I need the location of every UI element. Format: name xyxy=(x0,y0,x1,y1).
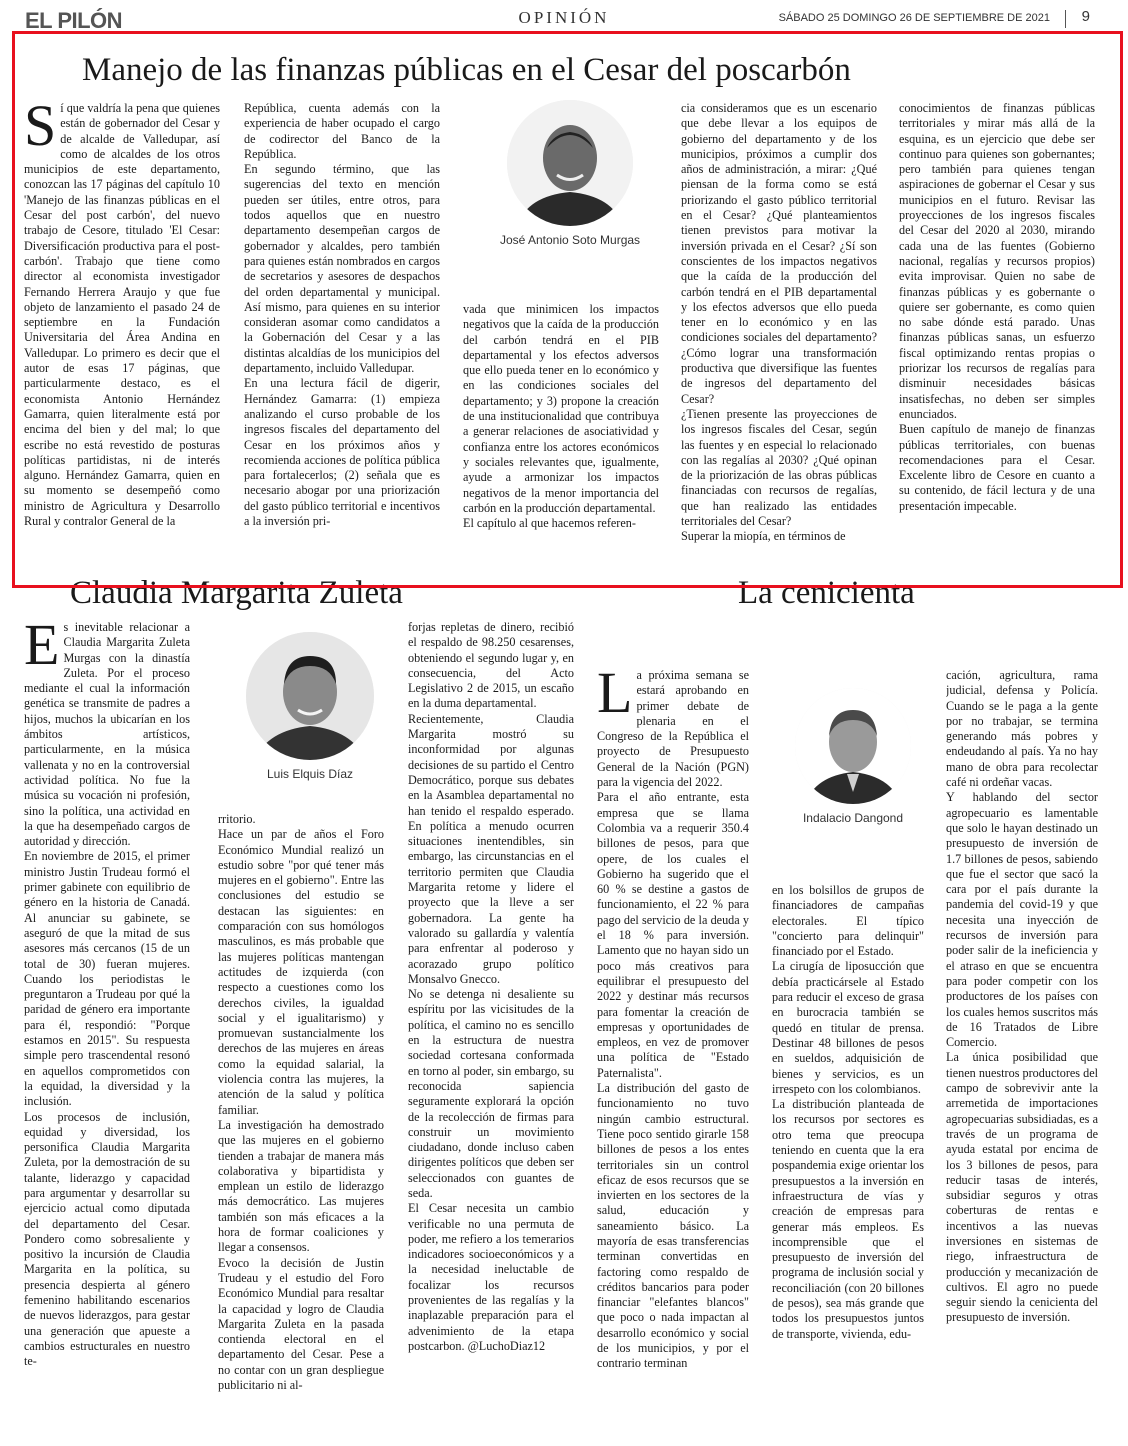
article2-paragraph: Hace un par de años el Foro Económico Mundial realizó un estudio sobre "por qué tener más mujeres en el gobierno". Entre las conclusiones del estudio se destacan las siguientes: en comparación con sus homólogos masculinos, es más probable que las mujeres políticas mantengan actitudes de izquierda (con respecto a cuestiones como los derechos civiles, la igualdad social y el igualitarismo) y promuevan sustancialmente los derechos de las mujeres en áreas como la equidad salarial, la violencia contra las mujeres, la atención de la salud y política familiar. xyxy=(218,827,384,1117)
page-number: 9 xyxy=(1081,8,1090,25)
article1-paragraph: vada que minimicen los impactos negativos que la caída de la producción del carbón tendrá en el PIB departamental y los efectos adversos que ello pueda tener en lo económico y en las condiciones sociales del departamento; y 3) propone la creación de una institucionalidad que contribuya a generar relaciones de asociatividad y confianza entre los actores económicos y sociales relevantes que, igualmente, ayude a armonizar los impactos negativos de la menor importancia del carbón en la producción departamental. xyxy=(463,302,659,515)
article2-paragraph: No se detenga ni desaliente su espíritu por las vicisitudes de la política, el camino no es sencillo en la estructura de nuestra sociedad cortesana conformada en torno al poder, sin embargo, su reconocida sapiencia seguramente explorará la opción de la recolección de firmas para construir un movimiento ciudadano, donde incluso caben dirigentes políticos que deben ser seleccionados con guantes de seda. xyxy=(408,987,574,1200)
issue-date: SÁBADO 25 DOMINGO 26 DE SEPTIEMBRE DE 2021 xyxy=(778,12,1050,24)
article1-column-2 xyxy=(244,101,440,561)
article3-paragraph: Y hablando del sector agropecuario es lamentable que solo le hayan destinado un presupuesto de inversión de 1.7 billones de pesos, sabiendo que fue el sector que sacó la cara por el país durante la pandemia del covid-19 y que necesita una inyección de recursos de inversión para poder salir de la ineficiencia y el atraso en que se encuentra para poder competir con los productores de los países con los cuales hemos suscritos más de 16 Tratados de Libre Comercio. xyxy=(946,790,1098,1050)
article2-paragraph: Los procesos de inclusión, equidad y diversidad, los personifica Claudia Margarita Zuleta, por la demostración de su talante, liderazgo y capacidad para argumentar y desarrollar su ejercicio actual como diputada del departamento del Cesar. Pondero como sobresaliente y positivo la incursión de Claudia Margarita en la política, su presencia despierta al género femenino habilitando escenarios de nuevos liderazgos, para gestar una generación que apueste a cambios estructurales en nuestro te- xyxy=(24,1109,190,1369)
article3-column-1 xyxy=(597,668,749,1420)
article2-column-3 xyxy=(408,620,574,1420)
section-title: OPINIÓN xyxy=(518,8,610,27)
article3-paragraph: La distribución del gasto de funcionamiento no tuvo ningún cambio estructural. Tiene poco sentido girarle 158 billones de pesos a los entes territoriales sin un control eficaz de esos recursos que se invierten en los sectores de la salud, educación y saneamiento básico. La mayoría de esas transferencias terminan convertidas en factoring como respaldo de créditos bancarios para poder financiar "elefantes blancos" que poco o nada impactan al desarrollo económico y social de los municipios, y por el contrario terminan xyxy=(597,1081,749,1371)
article1-paragraph: Superar la miopía, en términos de xyxy=(681,529,846,544)
article1-paragraph: cia consideramos que es un escenario que debe llevar a los equipos de gobierno del departamento y de los municipios, próximos a cumplir dos años de administración, a mirar: ¿Qué piensan de la forma como se está priorizando el gasto público territorial en el Cesar? ¿Qué planteamientos tienen previstos para motivar la inversión privada en el Cesar? ¿Sí son conscientes de los impactos negativos que la caída de la producción del carbón tendrá en el PIB departamental y los efectos adversos que ello pueda tener en lo económico y en las condiciones sociales del departamento? ¿Cómo lograr una transformación productiva que diversifique las fuentes de ingresos del departamento del Cesar? xyxy=(681,101,877,406)
article1-paragraph: El capítulo al que hacemos referen- xyxy=(463,516,636,531)
article3-dropcap: L xyxy=(597,668,633,725)
article3-paragraph: en los bolsillos de grupos de financiadores de campañas electorales. El típico "concierto para delinquir" financiado por el Estado. xyxy=(772,883,924,959)
article1-paragraph: República, cuenta además con la experiencia de haber ocupado el cargo de codirector del Banco de la República. xyxy=(244,101,440,161)
article1-paragraph: í que valdría la pena que quienes están de gobernador del Cesar y de alcalde de Valledupar, así como de alcaldes de los otros municipios de este departamento, conozcan las 17 páginas del capítulo 10 'Manejo de las finanzas públicas en el Cesar del post carbón', del nuevo trabajo de Cesore, titulado 'El Cesar: Diversificación productiva para el post-carbón'. Trabajo que tiene como director al economista investigador Fernando Herrera Araujo y que fue objeto de lanzamiento el pasado 24 de septiembre en la Fundación Universitaria del Área Andina en Valledupar. Lo primero es decir que el autor de esas 17 páginas, que particularmente destaco, es el economista Antonio Hernández Gamarra, quien literalmente está por encima del bien y del mal; lo que escribe no está revestido de posturas políticas partidistas, ni de interés alguno. Hernández Gamarra, quien en su momento se desempeñó como ministro de Agricultura y Desarrollo Rural y contralor General de la xyxy=(24,101,220,529)
article3-author-block xyxy=(778,688,928,827)
article3-paragraph: La cirugía de liposucción que debía practicársele al Estado para reducir el exceso de grasa en burocracia también se quedó en titular de prensa. Destinar 48 billones de pesos en sueldos, adquisición de bienes y servicios, es un irrespeto con los colombianos. xyxy=(772,959,924,1096)
article1-column-4 xyxy=(681,101,877,561)
article3-paragraph: La única posibilidad que tienen nuestros productores del campo de sobrevivir ante la arremetida de importaciones agropecuarias subsidiadas, es a través de un programa de ayuda estatal por encima de los 3 billones de pesos, para reducir tasas de interés, subsidiar seguros y otras coberturas de rentas e incentivos a las nuevas inversiones en sistemas de riego, infraestructura de producción y mecanización de cultivos. El agro no puede seguir siendo la cenicienta del presupuesto de inversión. xyxy=(946,1050,1098,1325)
article2-paragraph: Recientemente, Claudia Margarita mostró su inconformidad por algunas decisiones de su partido el Centro Democrático, porque sus debates en la Asamblea departamental no han tenido el respaldo esperado. En política a menudo ocurren situaciones inentendibles, sin embargo, las circunstancias en el territorio permiten que Claudia Margarita retome y lidere el proyecto que la lleve a ser gobernadora. La gente ha valorado su gallardía y valentía para enfrentar al poderoso y acorazado grupo político Monsalvo Gnecco. xyxy=(408,711,574,986)
article3-paragraph: Para el año entrante, esta empresa que se llama Colombia va a requerir 350.4 billones de pesos, para que opere, de los cuales el Gobierno ha sugerido que el 60 % se destine a gastos de funcionamiento, el 22 % para pago del servicio de la deuda y el 18 % para inversión. Lamento que no hayan sido un poco más creativos para equilibrar el presupuesto del 2022 y destinar más recursos para fomentar la creación de empresas y oportunidades de empleos, en vez de promover una política de "Estado Paternalista". xyxy=(597,790,749,1080)
article1-paragraph: ¿Tienen presente las proyecciones de los ingresos fiscales del Cesar, según las fuentes y en especial lo relacionado con las regalías al 2030? ¿Qué opinan de la priorización de las obras públicas financiadas con recursos de regalías, que han realizado las entidades territoriales del Cesar? xyxy=(681,406,877,529)
article3-column-2 xyxy=(772,883,924,1420)
header-divider xyxy=(1065,10,1066,28)
article2-paragraph: Evoco la decisión de Justin Trudeau y el estudio del Foro Económico Mundial para resaltar la capacidad y logro de Claudia Margarita Zuleta en la pasada contienda electoral en el departamento del Cesar. Pese a no contar con un gran despliegue publicitario ni al- xyxy=(218,1255,384,1392)
article1-dropcap: S xyxy=(24,101,57,158)
article1-author-block xyxy=(480,100,660,249)
article2-paragraph: En noviembre de 2015, el primer ministro Justin Trudeau formó el primer gabinete con equilibrio de género en la historia de Canadá. Al anunciar su gabinete, se aseguró de que la mitad de sus asesores más cercanos (15 de un total de 30) fueran mujeres. Cuando los periodistas le preguntaron a Trudeau por qué la paridad de género era importante para él, respondió: "Porque estamos en 2015". Su respuesta simple pero trascendental resonó en aquellos comprometidos con la equidad, la diversidad y la inclusión. xyxy=(24,849,190,1109)
article2-headline: Claudia Margarita Zuleta xyxy=(70,575,403,611)
article1-paragraph: En segundo término, que las sugerencias del texto en mención pueden ser útiles, entre otros, para todos aquellos que en nuestro departamento desempeñan cargos de gobernador y alcaldes, pero también para quienes están nombrados en cargos de secretarios y asesores de despachos del orden departamental y municipal. Así mismo, para quienes en su interior consideran asomar como candidatos a la Gobernación del Cesar y a las distintas alcaldías de los municipios del departamento, incluido Valledupar. xyxy=(244,162,440,376)
newspaper-logo: EL PILÓN xyxy=(25,8,123,33)
article2-paragraph: forjas repletas de dinero, recibió el respaldo de 98.250 cesarenses, obteniendo el segundo lugar y, en consecuencia, del Acto Legislativo 2 de 2015, un escaño en la duma departamental. xyxy=(408,620,574,711)
article1-author-name: José Antonio Soto Murgas xyxy=(499,233,641,247)
article1-paragraph: En una lectura fácil de digerir, Hernández Gamarra: (1) empieza analizando el curso probable de los ingresos fiscales del departamento del Cesar en los próximos años y recomienda acciones de política pública para fortalecerlos; (2) señala que es necesario abogar por una priorización del gasto público territorial e incentivos a la inversión pri- xyxy=(244,376,440,529)
article3-paragraph: cación, agricultura, rama judicial, defensa y Policía. Cuando se le paga a la gente por no trabajar, se termina generando más pobres y endeudando al país. Ya no hay mano de obra para recolectar café ni ordeñar vacas. xyxy=(946,668,1098,790)
article3-paragraph: a próxima semana se estará aprobando en primer debate de plenaria en el Congreso de la República el proyecto de Presupuesto General de la Nación (PGN) para la vigencia del 2022. xyxy=(597,668,749,790)
article2-paragraph: La investigación ha demostrado que las mujeres en el gobierno tienden a trabajar de manera más colaborativa y bipartidista y emplean un estilo de liderazgo más democrático. Las mujeres también son más eficaces a la hora de formar coaliciones y llegar a consensos. xyxy=(218,1117,384,1255)
article3-paragraph: La distribución planteada de los recursos por sectores es otro tema que preocupa teniendo en cuenta que la era pospandemia exige orientar los presupuestos a la inversión en infraestructura de vías y creación de empresas para generar más empleos. Es incomprensible que el presupuesto de inversión del programa de inclusión social y reconciliación (con 20 billones de pesos), sea más grande que todos los presupuestos juntos de transporte, vivienda, edu- xyxy=(772,1097,924,1341)
article2-paragraph: s inevitable relacionar a Claudia Margarita Zuleta Murgas con la dinastía Zuleta. Por el proceso mediante el cual la información genética se transmite de padres a hijos, muchos la ubicarían en los ámbitos artísticos, particularmente, en la música vallenata y no en la controversial actividad política. No fue la música su vocación ni profesión, sino la política, una actividad en la que ha desempeñado cargos de autoridad y dirección. xyxy=(24,620,190,849)
article2-dropcap: E xyxy=(24,620,60,677)
article2-author-block xyxy=(225,632,395,783)
article1-paragraph: conocimientos de finanzas públicas territoriales y mirar más allá de la esquina, es un ejercicio que debe ser continuo para quienes son gobernantes; pero también para quienes tengan aspiraciones de gobernar el Cesar y sus municipios en el futuro. Revisar las proyecciones de los ingresos fiscales del Cesar del 2020 al 2030, mirando cada una de las fuentes (Gobierno nacional, regalías y recursos propios) evita improvisar. Quien no sabe de finanzas públicas y es gobernante o quiere ser gobernante, es como quien no sabe dónde está parado. Unas finanzas públicas sanas, un esfuerzo fiscal optimizando rentas propias o priorizar los recursos de regalías para disminuir necesidades básicas insatisfechas, no deben ser simples enunciados. xyxy=(899,101,1095,421)
article2-column-1 xyxy=(24,620,190,1420)
article2-author-name: Luis Elquis Díaz xyxy=(266,767,354,781)
article1-headline: Manejo de las finanzas públicas en el Cesar del poscarbón xyxy=(82,52,851,88)
article3-headline: La cenicienta xyxy=(738,575,915,611)
article2-column-2 xyxy=(218,812,384,1420)
article3-author-name: Indalacio Dangond xyxy=(802,811,904,825)
article2-paragraph: rritorio. xyxy=(218,812,256,826)
author-photo xyxy=(507,100,633,226)
article1-column-5 xyxy=(899,101,1095,561)
article1-column-1 xyxy=(24,101,220,561)
article1-paragraph: Buen capítulo de manejo de finanzas públicas territoriales, con buenas recomendaciones para el Cesar. Excelente libro de Cesore en cuanto a su contenido, de fácil lectura y de una presentación impecable. xyxy=(899,422,1095,513)
author-photo xyxy=(246,632,374,760)
article1-column-3 xyxy=(463,302,659,561)
article2-paragraph: El Cesar necesita un cambio verificable no una permuta de poder, me refiero a los temerarios indicadores socioeconómicos y a la necesidad ineluctable de focalizar los recursos provenientes de las regalías y la inaplazable preparación para el advenimiento de la etapa postcarbon. @LuchoDiaz12 xyxy=(408,1201,574,1353)
author-photo xyxy=(795,688,911,804)
article3-column-3 xyxy=(946,668,1098,1420)
